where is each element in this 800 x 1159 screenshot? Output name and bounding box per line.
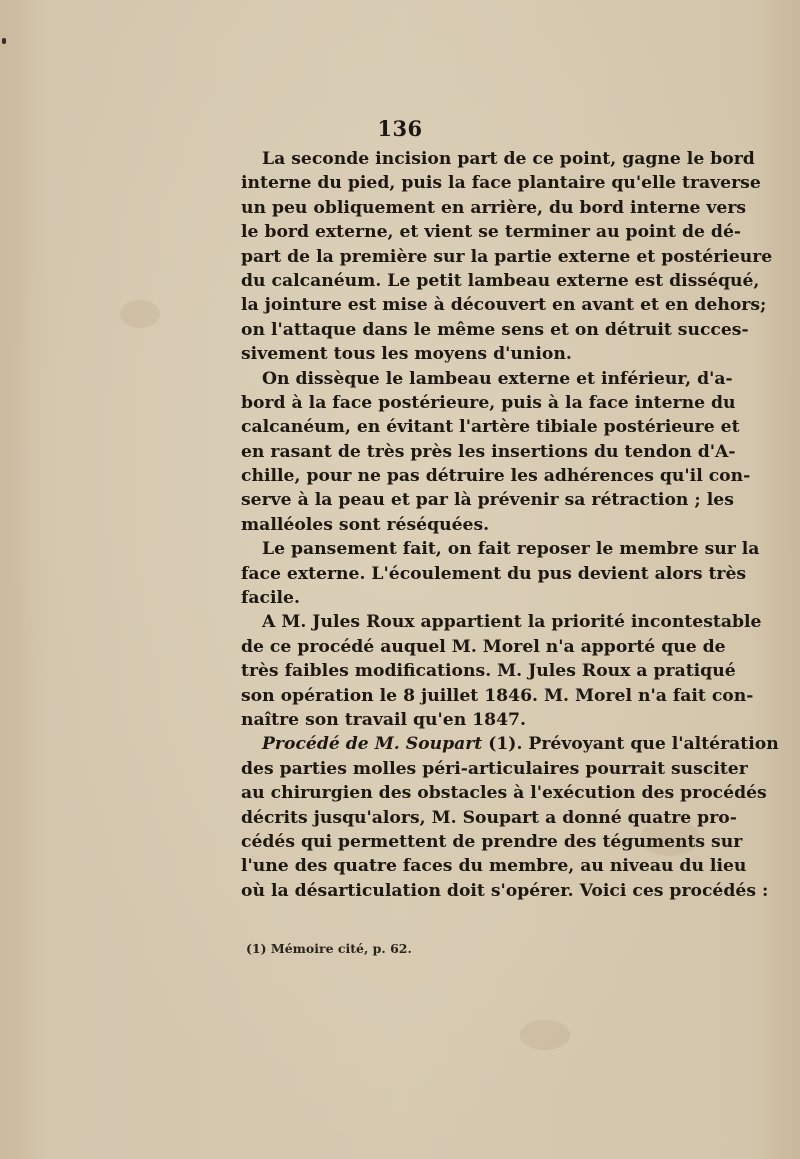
text-line: calcanéum, en évitant l'artère tibiale postérieure et bbox=[241, 417, 740, 438]
body-text bbox=[241, 147, 779, 903]
text-line: en rasant de très près les insertions du tendon d'A- bbox=[241, 441, 736, 462]
text-line: décrits jusqu'alors, M. Soupart a donné quatre pro- bbox=[241, 807, 737, 828]
text-line: son opération le 8 juillet 1846. M. Morel n'a fait con- bbox=[241, 685, 754, 706]
text-line: facile. bbox=[241, 588, 300, 609]
text-line: le bord externe, et vient se terminer au point de dé- bbox=[241, 222, 742, 243]
text-line: chille, pour ne pas détruire les adhérences qu'il con- bbox=[241, 466, 751, 487]
text-line: de ce procédé auquel M. Morel n'a apporté que de bbox=[241, 636, 726, 657]
binding-mark bbox=[2, 38, 6, 44]
text-line: naître son travail qu'en 1847. bbox=[241, 709, 527, 730]
text-line: un peu obliquement en arrière, du bord interne vers bbox=[241, 197, 747, 218]
text-line: part de la première sur la partie externe et postérieure bbox=[241, 246, 773, 267]
text-line-heading bbox=[241, 732, 779, 756]
text-line: au chirurgien des obstacles à l'exécution des procédés bbox=[241, 783, 767, 804]
text-line: bord à la face postérieure, puis à la face interne du bbox=[241, 392, 736, 413]
text-line: où la désarticulation doit s'opérer. Voici ces procédés : bbox=[241, 880, 769, 901]
text-line: malléoles sont réséquées. bbox=[241, 514, 490, 535]
paper-stain bbox=[120, 300, 160, 328]
text-line: interne du pied, puis la face plantaire qu'elle traverse bbox=[241, 173, 761, 194]
paper-stain bbox=[520, 1020, 570, 1050]
text-line: serve à la peau et par là prévenir sa rétraction ; les bbox=[241, 490, 734, 511]
procedure-title: Procédé de M. Soupart bbox=[262, 734, 483, 755]
text-line: A M. Jules Roux appartient la priorité incontestable bbox=[262, 612, 762, 633]
text-line: La seconde incision part de ce point, gagne le bord bbox=[262, 149, 755, 169]
footnote: (1) Mémoire cité, p. 62. bbox=[246, 941, 412, 956]
page-number: 136 bbox=[377, 116, 423, 141]
text-line: Le pansement fait, on fait reposer le membre sur la bbox=[262, 539, 760, 560]
text-line: du calcanéum. Le petit lambeau externe est disséqué, bbox=[241, 270, 760, 291]
text-line: la jointure est mise à découvert en avant et en dehors; bbox=[241, 295, 767, 316]
text-line: face externe. L'écoulement du pus devient alors très bbox=[241, 563, 747, 584]
text-line: des parties molles péri-articulaires pourrait susciter bbox=[241, 758, 748, 779]
text-line: très faibles modifications. M. Jules Roux a pratiqué bbox=[241, 661, 736, 682]
text-line: cédés qui permettent de prendre des téguments sur bbox=[241, 831, 743, 852]
text-line: sivement tous les moyens d'union. bbox=[241, 344, 572, 365]
text-line: on l'attaque dans le même sens et on détruit succes- bbox=[241, 319, 749, 340]
text-line: l'une des quatre faces du membre, au niveau du lieu bbox=[241, 856, 747, 877]
procedure-intro: (1). Prévoyant que l'altération bbox=[482, 734, 779, 755]
text-line: On dissèque le lambeau externe et inférieur, d'a- bbox=[262, 368, 733, 389]
